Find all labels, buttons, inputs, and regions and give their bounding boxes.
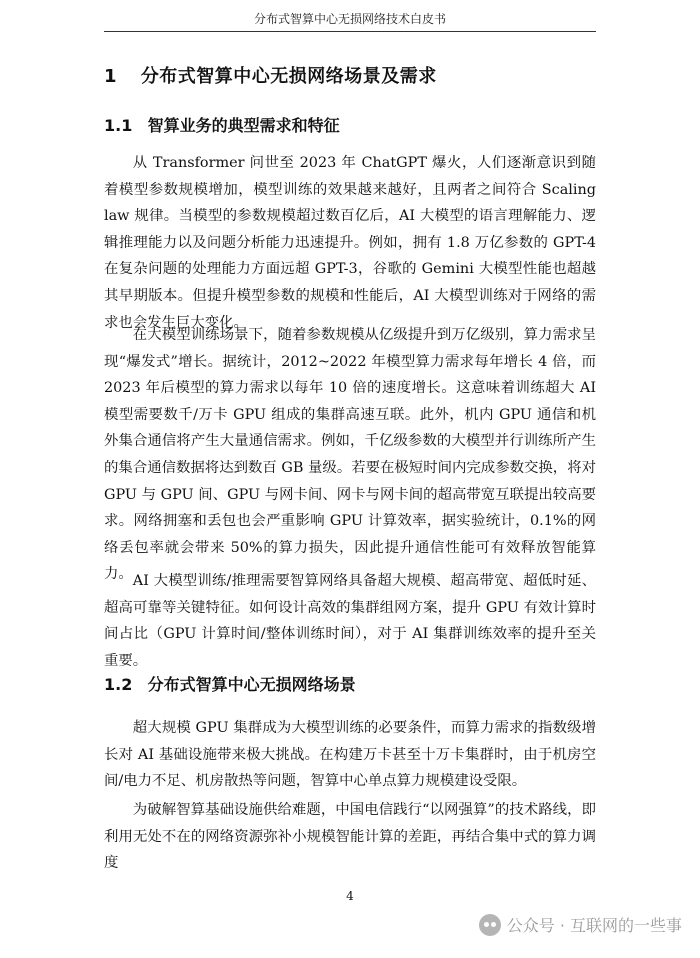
section-1-1-number: 1.1 <box>104 116 133 135</box>
paragraph: 在大模型训练场景下，随着参数规模从亿级提升到万亿级别，算力需求呈现“爆发式”增长。据统计，2012~2022 年模型算力需求每年增长 4 倍，而 2023 年后模型的算力需求以每年 10 倍的速度增长。这意味着训练超大 AI 模型需要数千/万卡 GPU 组成的集群高速互联。此外，机内 GPU 通信和机外集合通信将产生大量通信需求。例如，千亿级参数的大模型并行训练所产生的集合通信数据将达到数百 GB 量级。若要在极短时间内完成参数交换，将对 GPU 与 GPU 间、GPU 与网卡间、网卡与网卡间的超高带宽互联提出较高要求。网络拥塞和丢包也会严重影响 GPU 计算效率，据实验统计，0.1%的网络丢包率就会带来 50%的算力损失，因此提升通信性能可有效释放智能算力。 <box>104 327 596 583</box>
section-1-number: 1 <box>104 66 118 87</box>
paragraph: 为破解智算基础设施供给难题，中国电信践行“以网强算”的技术路线，即利用无处不在的网络资源弥补小规模智能计算的差距，再结合集中式的算力调度 <box>104 802 596 872</box>
page-number: 4 <box>346 889 354 903</box>
paragraph: 超大规模 GPU 集群成为大模型训练的必要条件，而算力需求的指数级增长对 AI 基础设施带来极大挑战。在构建万卡甚至十万卡集群时，由于机房空间/电力不足、机房散热等问题，智算中心单点算力规模建设受限。 <box>104 720 596 790</box>
paragraph: 从 Transformer 问世至 2023 年 ChatGPT 爆火，人们逐渐意识到随着模型参数规模增加，模型训练的效果越来越好，且两者之间符合 Scaling law 规律。当模型的参数规模超过数百亿后，AI 大模型的语言理解能力、逻辑推理能力以及问题分析能力迅速提升。例如，拥有 1.8 万亿参数的 GPT-4 在复杂问题的处理能力方面远超 GPT-3，谷歌的 Gemini 大模型性能也超越其早期版本。但提升模型参数的规模和性能后，AI 大模型训练对于网络的需求也会发生巨大变化。 <box>104 155 596 331</box>
section-1-1-heading <box>104 113 340 136</box>
section-1-title: 分布式智算中心无损网络场景及需求 <box>140 66 437 87</box>
paragraph: AI 大模型训练/推理需要智算网络具备超大规模、超高带宽、超低时延、超高可靠等关键特征。如何设计高效的集群组网方案，提升 GPU 有效计算时间占比（GPU 计算时间/整体训练时间），对于 AI 集群训练效率的提升至关重要。 <box>104 573 596 669</box>
section-1-2-title: 分布式智算中心无损网络场景 <box>147 675 356 694</box>
wechat-icon <box>479 914 501 936</box>
section-1-heading <box>104 62 437 88</box>
watermark-text: 公众号 · 互联网的一些事 <box>506 916 682 935</box>
section-1-2-heading <box>104 672 356 695</box>
section-1-1-title: 智算业务的典型需求和特征 <box>147 116 340 135</box>
section-1-2-number: 1.2 <box>104 675 133 694</box>
running-header: 分布式智算中心无损网络技术白皮书 <box>253 12 446 26</box>
watermark <box>479 913 682 936</box>
header-rule <box>104 31 596 32</box>
